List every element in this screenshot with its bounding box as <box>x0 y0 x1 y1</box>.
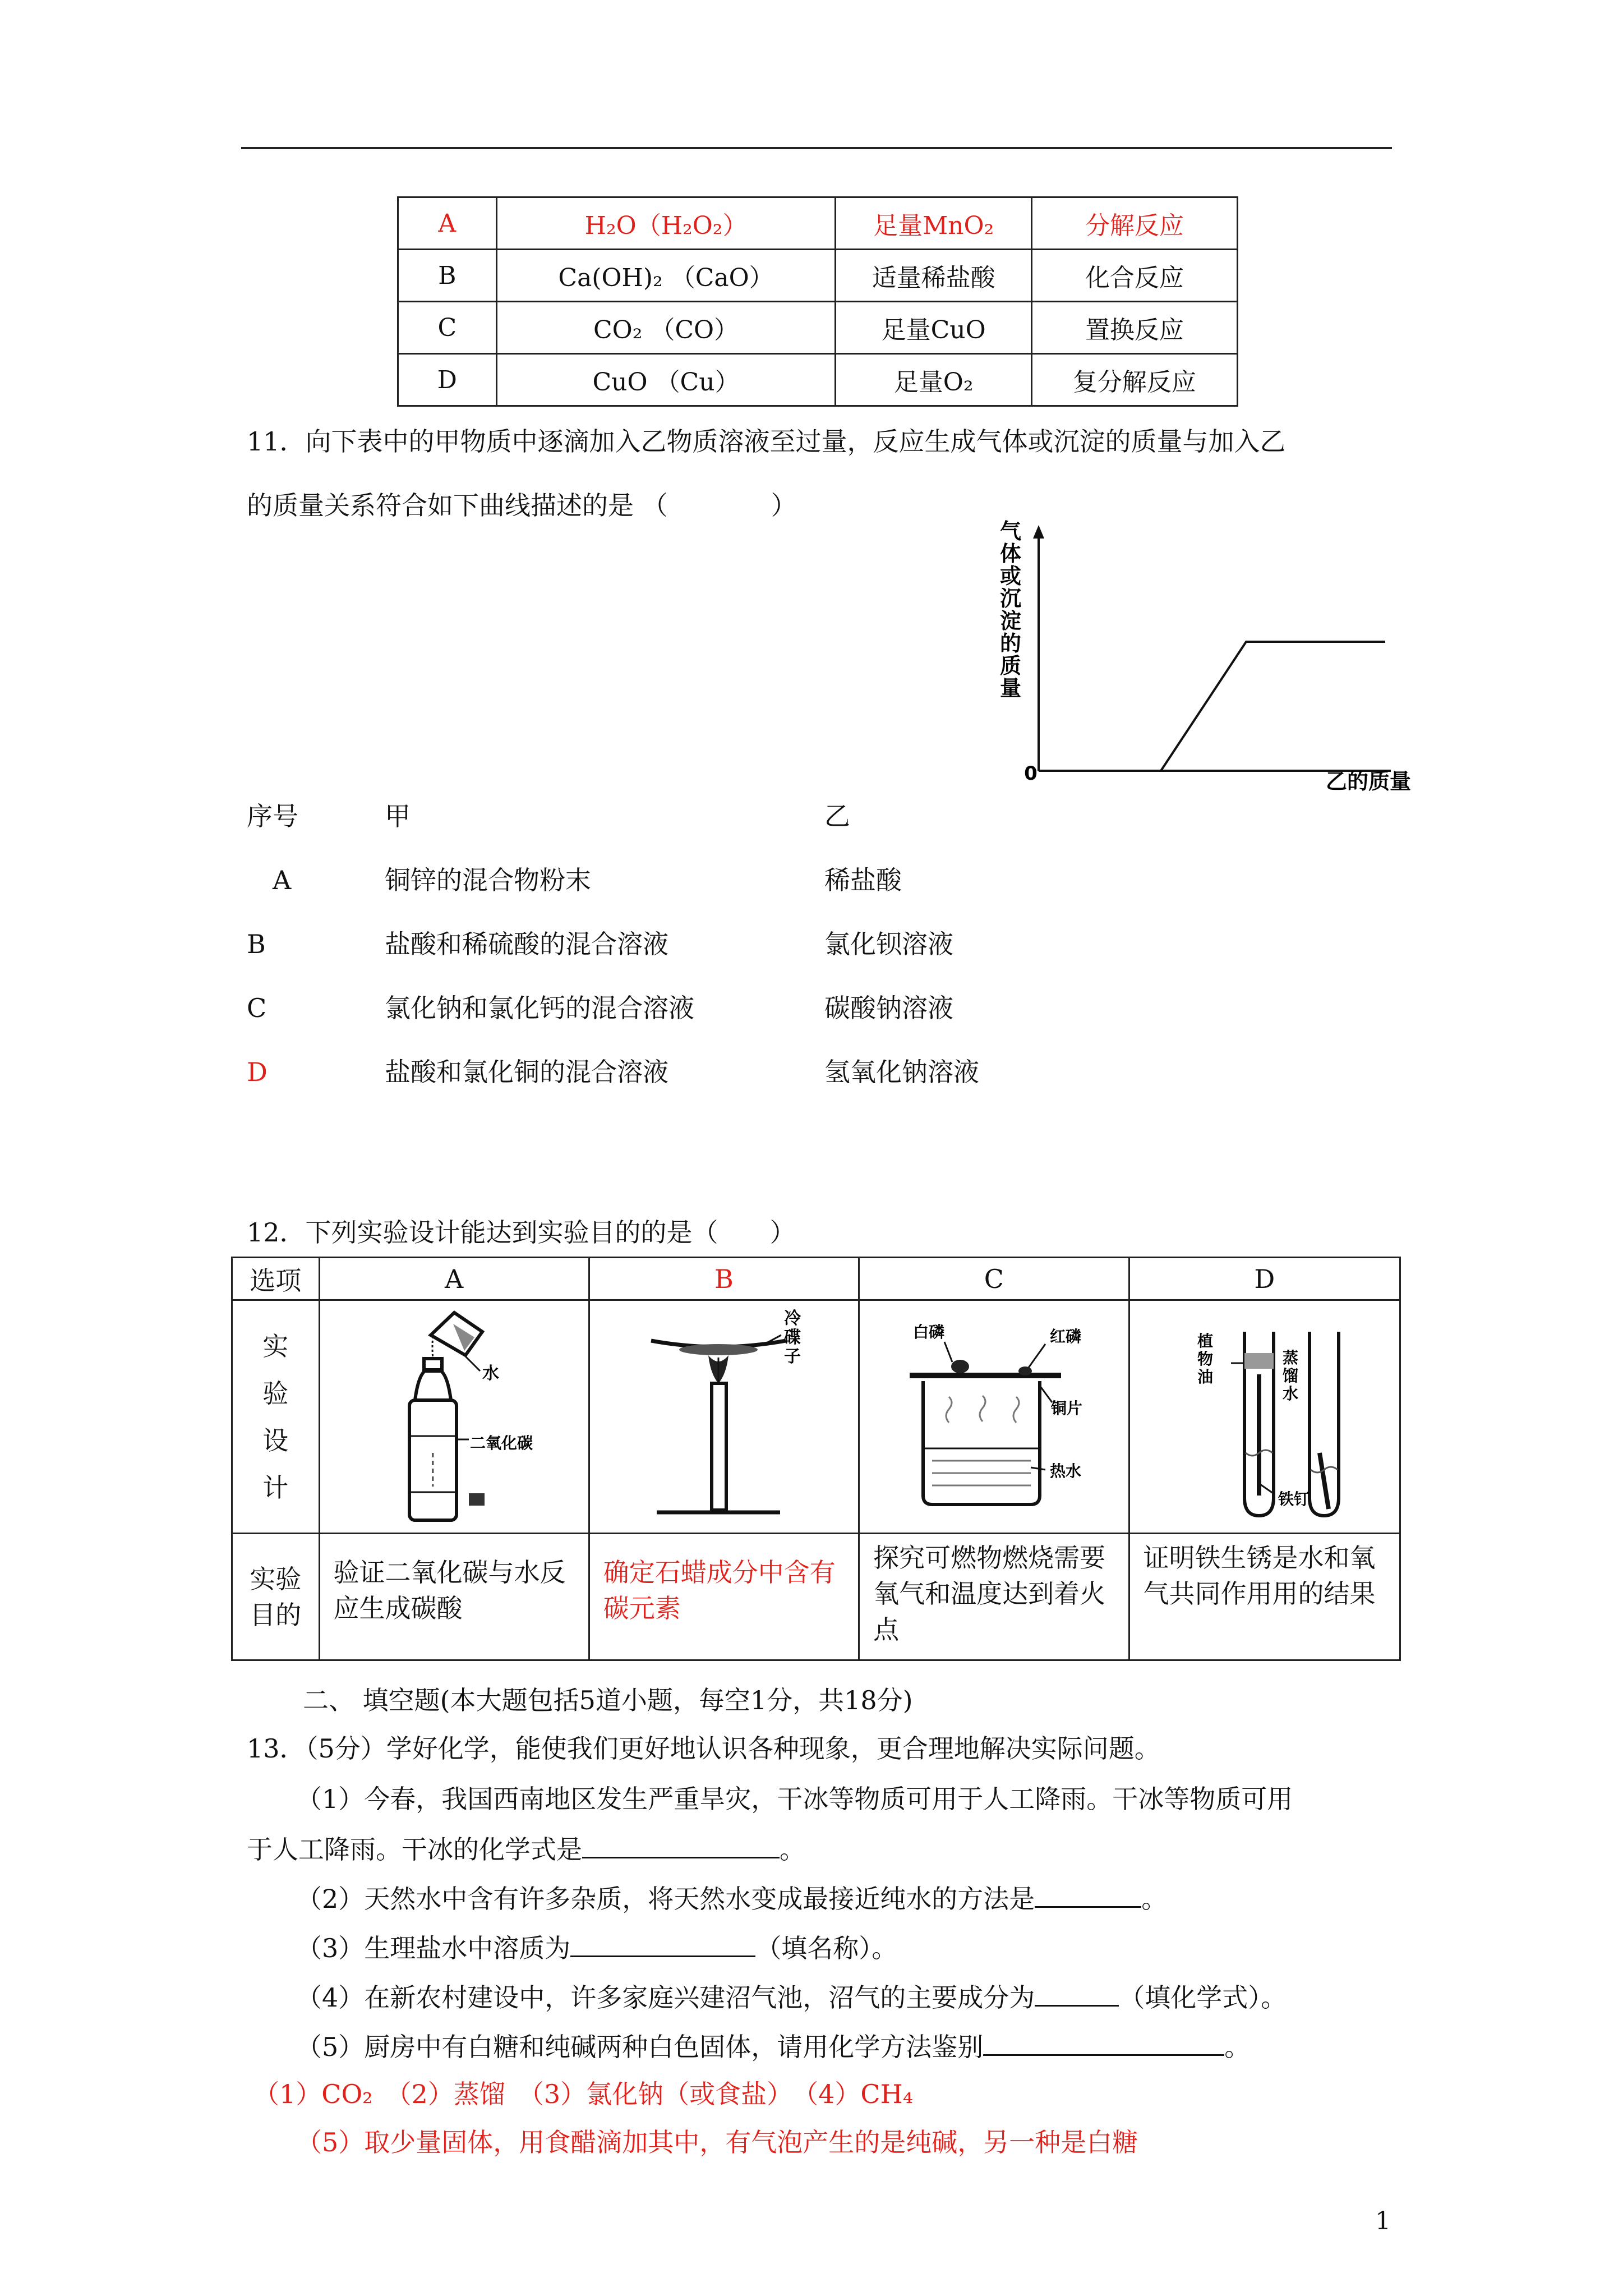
curve <box>1161 642 1385 771</box>
q11-row-a-yi: 稀盐酸 <box>824 865 902 895</box>
label-hot-water: 热水 <box>1050 1462 1082 1480</box>
q12-design-label <box>232 1300 320 1534</box>
section2-heading: 二、 填空题(本大题包括5道小题，每空1分，共18分) <box>303 1685 913 1715</box>
q12-header-option: 选项 <box>232 1258 320 1300</box>
q10-cell: 足量O₂ <box>836 354 1031 406</box>
bottle-experiment-icon <box>370 1301 538 1526</box>
x-axis-label: 乙的质量 <box>1325 769 1412 794</box>
q12-figure-d <box>1129 1300 1400 1534</box>
q13-p3b: （填名称）。 <box>755 1933 898 1963</box>
design-label-char: 验 <box>262 1378 289 1409</box>
q13-p1-line2 <box>247 1832 805 1866</box>
q11-row-c-jia: 氯化钠和氯化钙的混合溶液 <box>385 993 694 1023</box>
design-label-char: 实 <box>262 1331 289 1361</box>
q10-cell: 适量稀盐酸 <box>836 250 1031 302</box>
q12-header-a: A <box>319 1258 589 1300</box>
answer-blank-2[interactable] <box>1035 1881 1141 1908</box>
q10-cell: CuO （Cu） <box>496 354 836 406</box>
q13-p5-line <box>296 2030 1250 2063</box>
purpose-label-text: 实验 目的 <box>250 1563 302 1630</box>
answer-blank-3[interactable] <box>570 1931 755 1957</box>
q13-p4b: （填化学式）。 <box>1119 1982 1287 2013</box>
q11-line2: 的质量关系符合如下曲线描述的是 （ ） <box>247 490 797 521</box>
label-copper: 铜片 <box>1051 1399 1083 1418</box>
q13-p2: （2）天然水中含有许多杂质，将天然水变成最接近纯水的方法是 <box>296 1884 1035 1914</box>
design-label-char: 计 <box>262 1472 289 1503</box>
rusting-experiment-icon <box>1169 1301 1360 1526</box>
label-distilled-water: 蒸馏水 <box>1282 1349 1298 1403</box>
table-row <box>398 197 1238 250</box>
q10-cell: 置换反应 <box>1031 302 1237 354</box>
q11-header-jia: 甲 <box>385 801 411 831</box>
table-row <box>398 250 1238 302</box>
y-axis-label: 气体或沉淀的质量 <box>999 519 1022 701</box>
q11-row-b-num: B <box>247 929 266 959</box>
q11-row-d-yi: 氢氧化钠溶液 <box>824 1057 979 1087</box>
table-row <box>232 1258 1400 1300</box>
q10-cell: CO₂ （CO） <box>496 302 836 354</box>
q10-cell: Ca(OH)₂ （CaO） <box>496 250 836 302</box>
q11-row-b-jia: 盐酸和稀硫酸的混合溶液 <box>385 929 668 959</box>
period: 。 <box>780 1834 805 1865</box>
q10-cell: 分解反应 <box>1031 197 1237 250</box>
table-row <box>398 302 1238 354</box>
candle-experiment-icon <box>634 1301 814 1526</box>
q12-table <box>231 1257 1401 1661</box>
q13-title: 13．（5分）学好化学，能使我们更好地认识各种现象，更合理地解决实际问题。 <box>247 1733 1160 1764</box>
q12-figure-a <box>319 1300 589 1534</box>
q11-row-d-jia: 盐酸和氯化铜的混合溶液 <box>385 1057 668 1087</box>
q12-figure-c <box>859 1300 1129 1534</box>
q10-table <box>397 196 1238 407</box>
q13-p4-line <box>296 1980 1287 2014</box>
q10-cell: D <box>398 354 497 406</box>
q10-cell: H₂O（H₂O₂） <box>496 197 836 250</box>
q12-header-d: D <box>1129 1258 1400 1300</box>
q11-graph <box>976 519 1412 794</box>
q12-purpose-d: 证明铁生锈是水和氧气共同作用用的结果 <box>1129 1534 1400 1660</box>
q13-answer-1: （1）CO₂ （2）蒸馏 （3）氯化钠（或食盐） （4）CH₄ <box>253 2079 914 2109</box>
q13-p3-line <box>296 1931 897 1964</box>
q12-purpose-label <box>232 1534 320 1660</box>
q10-cell: 足量MnO₂ <box>836 197 1031 250</box>
q11-row-a-num: A <box>273 865 292 895</box>
q13-p1a: （1）今春，我国西南地区发生严重旱灾，干冰等物质可用于人工降雨。干冰等物质可用 <box>296 1784 1293 1814</box>
q10-cell: 足量CuO <box>836 302 1031 354</box>
label-red-p: 红磷 <box>1050 1327 1082 1346</box>
q10-cell: B <box>398 250 497 302</box>
page-number: 1 <box>1375 2207 1391 2235</box>
period: 。 <box>1141 1884 1168 1914</box>
q12-title: 12．下列实验设计能达到实验目的的是（ ） <box>247 1217 796 1248</box>
origin-label: 0 <box>1024 762 1038 785</box>
answer-blank-5[interactable] <box>983 2030 1224 2056</box>
q13-answer-2: （5）取少量固体，用食醋滴加其中，有气泡产生的是纯碱，另一种是白糖 <box>296 2127 1138 2157</box>
q12-purpose-a: 验证二氧化碳与水反应生成碳酸 <box>319 1534 589 1660</box>
header-rule <box>241 147 1392 149</box>
table-row <box>232 1300 1400 1534</box>
q11-header-yi: 乙 <box>824 801 850 831</box>
design-label-char: 设 <box>262 1425 289 1456</box>
q12-header-b: B <box>589 1258 859 1300</box>
q12-purpose-c: 探究可燃物燃烧需要氧气和温度达到着火点 <box>859 1534 1129 1660</box>
answer-blank-4[interactable] <box>1035 1980 1119 2007</box>
label-co2: 二氧化碳 <box>469 1434 533 1452</box>
q10-cell: C <box>398 302 497 354</box>
q11-line1: 11．向下表中的甲物质中逐滴加入乙物质溶液至过量，反应生成气体或沉淀的质量与加入乙 <box>247 426 1286 457</box>
q13-p4a: （4）在新农村建设中，许多家庭兴建沼气池，沼气的主要成分为 <box>296 1982 1035 2013</box>
q13-p1b: 于人工降雨。干冰的化学式是 <box>247 1834 582 1865</box>
answer-blank-1[interactable] <box>582 1832 780 1858</box>
phosphorus-experiment-icon <box>898 1301 1089 1526</box>
table-row <box>232 1534 1400 1660</box>
q10-cell: A <box>398 197 497 250</box>
q12-figure-b <box>589 1300 859 1534</box>
q11-row-c-num: C <box>247 993 267 1023</box>
q13-p2-line <box>296 1881 1167 1915</box>
q10-cell: 化合反应 <box>1031 250 1237 302</box>
label-iron-nail: 铁钉 <box>1278 1490 1310 1508</box>
label-water: 水 <box>482 1364 499 1383</box>
q11-row-c-yi: 碳酸钠溶液 <box>824 993 953 1023</box>
q11-header-num: 序号 <box>247 801 298 831</box>
table-row <box>398 354 1238 406</box>
q12-header-c: C <box>859 1258 1129 1300</box>
q11-row-d-num: D <box>247 1057 268 1087</box>
label-cold-dish: 冷碟子 <box>783 1309 801 1366</box>
period: 。 <box>1224 2032 1251 2062</box>
q10-cell: 复分解反应 <box>1031 354 1237 406</box>
label-white-p: 白磷 <box>913 1323 945 1341</box>
q12-purpose-b: 确定石蜡成分中含有碳元素 <box>589 1534 859 1660</box>
label-plant-oil: 植物油 <box>1197 1332 1213 1386</box>
q13-p5: （5）厨房中有白糖和纯碱两种白色固体，请用化学方法鉴别 <box>296 2032 984 2062</box>
y-axis-arrow-icon <box>1033 525 1044 539</box>
q11-row-b-yi: 氯化钡溶液 <box>824 929 953 959</box>
q11-row-a-jia: 铜锌的混合物粉末 <box>385 865 591 895</box>
q13-p3a: （3）生理盐水中溶质为 <box>296 1933 571 1963</box>
